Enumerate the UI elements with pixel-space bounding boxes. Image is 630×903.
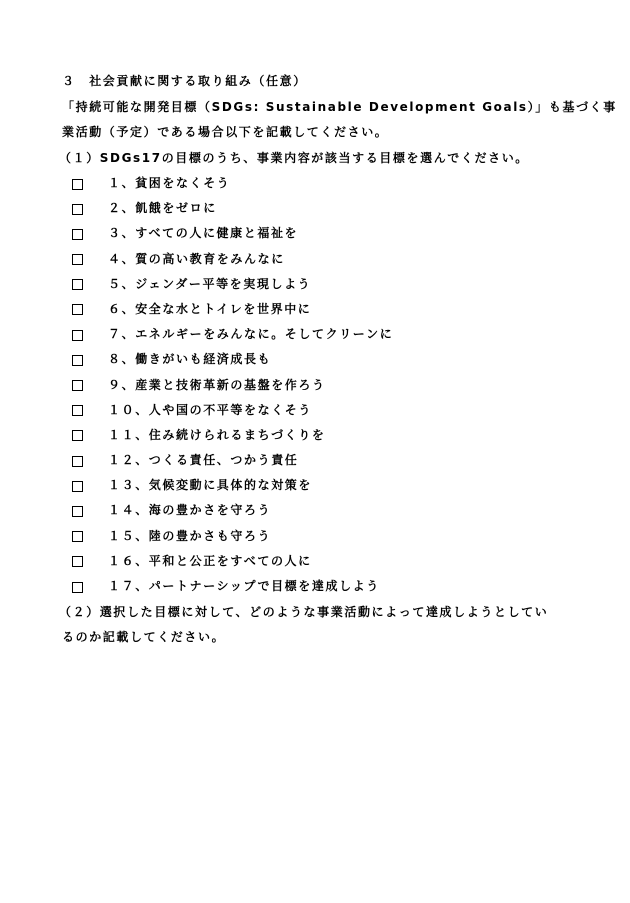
intro-text-line-2: 業活動（予定）である場合以下を記載してください。 bbox=[62, 125, 389, 139]
sdg-option-label: １２、つくる責任、つかう責任 bbox=[108, 453, 299, 468]
sdg-option-label: ５、ジェンダー平等を実現しよう bbox=[108, 276, 312, 291]
checkbox[interactable] bbox=[72, 405, 83, 416]
sdg-option-label: ４、質の高い教育をみんなに bbox=[108, 251, 285, 266]
sdg-option-3[interactable] bbox=[72, 225, 592, 250]
checkbox[interactable] bbox=[72, 481, 83, 492]
sdg-option-label: １３、気候変動に具体的な対策を bbox=[108, 478, 313, 493]
section-heading: ３ 社会貢献に関する取り組み（任意） bbox=[62, 74, 307, 88]
checkbox[interactable] bbox=[72, 179, 83, 190]
sdg-option-11[interactable] bbox=[72, 427, 592, 452]
sdg-option-label: ８、働きがいも経済成長も bbox=[108, 352, 272, 367]
sdg-option-10[interactable] bbox=[72, 402, 592, 427]
sdg-option-label: ９、産業と技術革新の基盤を作ろう bbox=[108, 377, 326, 392]
checkbox[interactable] bbox=[72, 304, 83, 315]
checkbox[interactable] bbox=[72, 531, 83, 542]
sdg-option-label: １７、パートナーシップで目標を達成しよう bbox=[108, 579, 380, 593]
checkbox[interactable] bbox=[72, 456, 83, 467]
sdg-option-label: １６、平和と公正をすべての人に bbox=[108, 553, 312, 568]
checkbox[interactable] bbox=[72, 355, 83, 366]
sdg-option-label: ７、エネルギーをみんなに。そしてクリーンに bbox=[108, 327, 394, 342]
sdg-option-15[interactable] bbox=[72, 528, 592, 553]
question-2-text-line-2: るのか記載してください。 bbox=[62, 630, 226, 644]
sdg-option-9[interactable] bbox=[72, 377, 592, 402]
sdg-option-label: ３、すべての人に健康と福祉を bbox=[108, 226, 299, 241]
question-2-text-line-1: （２）選択した目標に対して、どのような事業活動によって達成しようとしてい bbox=[59, 605, 549, 619]
sdg-option-8[interactable] bbox=[72, 351, 592, 376]
sdg-option-label: １１、住み続けられるまちづくりを bbox=[108, 427, 326, 442]
sdg-option-13[interactable] bbox=[72, 477, 592, 502]
sdg-option-2[interactable] bbox=[72, 200, 592, 225]
question-1-text: （１）SDGs17の目標のうち、事業内容が該当する目標を選んでください。 bbox=[59, 151, 529, 165]
checkbox[interactable] bbox=[72, 556, 83, 567]
sdg-option-label: １４、海の豊かさを守ろう bbox=[108, 503, 272, 518]
sdg-option-6[interactable] bbox=[72, 301, 592, 326]
checkbox[interactable] bbox=[72, 380, 83, 391]
checkbox[interactable] bbox=[72, 430, 83, 441]
sdg-option-7[interactable] bbox=[72, 326, 592, 351]
checkbox[interactable] bbox=[72, 330, 83, 341]
sdg-option-label: １、貧困をなくそう bbox=[108, 176, 231, 190]
checkbox[interactable] bbox=[72, 582, 83, 593]
sdg-option-4[interactable] bbox=[72, 251, 592, 276]
checkbox[interactable] bbox=[72, 254, 83, 265]
checkbox[interactable] bbox=[72, 229, 83, 240]
checkbox[interactable] bbox=[72, 204, 83, 215]
sdg-option-label: １５、陸の豊かさも守ろう bbox=[108, 528, 272, 543]
sdg-option-12[interactable] bbox=[72, 452, 592, 477]
sdg-option-label: ２、飢餓をゼロに bbox=[108, 201, 217, 216]
checkbox[interactable] bbox=[72, 279, 83, 290]
sdg-option-1[interactable] bbox=[72, 175, 592, 200]
sdg-options-list bbox=[72, 175, 592, 603]
sdg-option-17[interactable] bbox=[72, 578, 592, 603]
intro-text-line-1: 「持続可能な開発目標（SDGs: Sustainable Development Goals）」も基づく事 bbox=[62, 100, 617, 114]
sdg-option-16[interactable] bbox=[72, 553, 592, 578]
checkbox[interactable] bbox=[72, 506, 83, 517]
sdg-option-label: １０、人や国の不平等をなくそう bbox=[108, 402, 313, 417]
sdg-option-14[interactable] bbox=[72, 502, 592, 527]
sdg-option-label: ６、安全な水とトイレを世界中に bbox=[108, 301, 312, 316]
sdg-option-5[interactable] bbox=[72, 276, 592, 301]
